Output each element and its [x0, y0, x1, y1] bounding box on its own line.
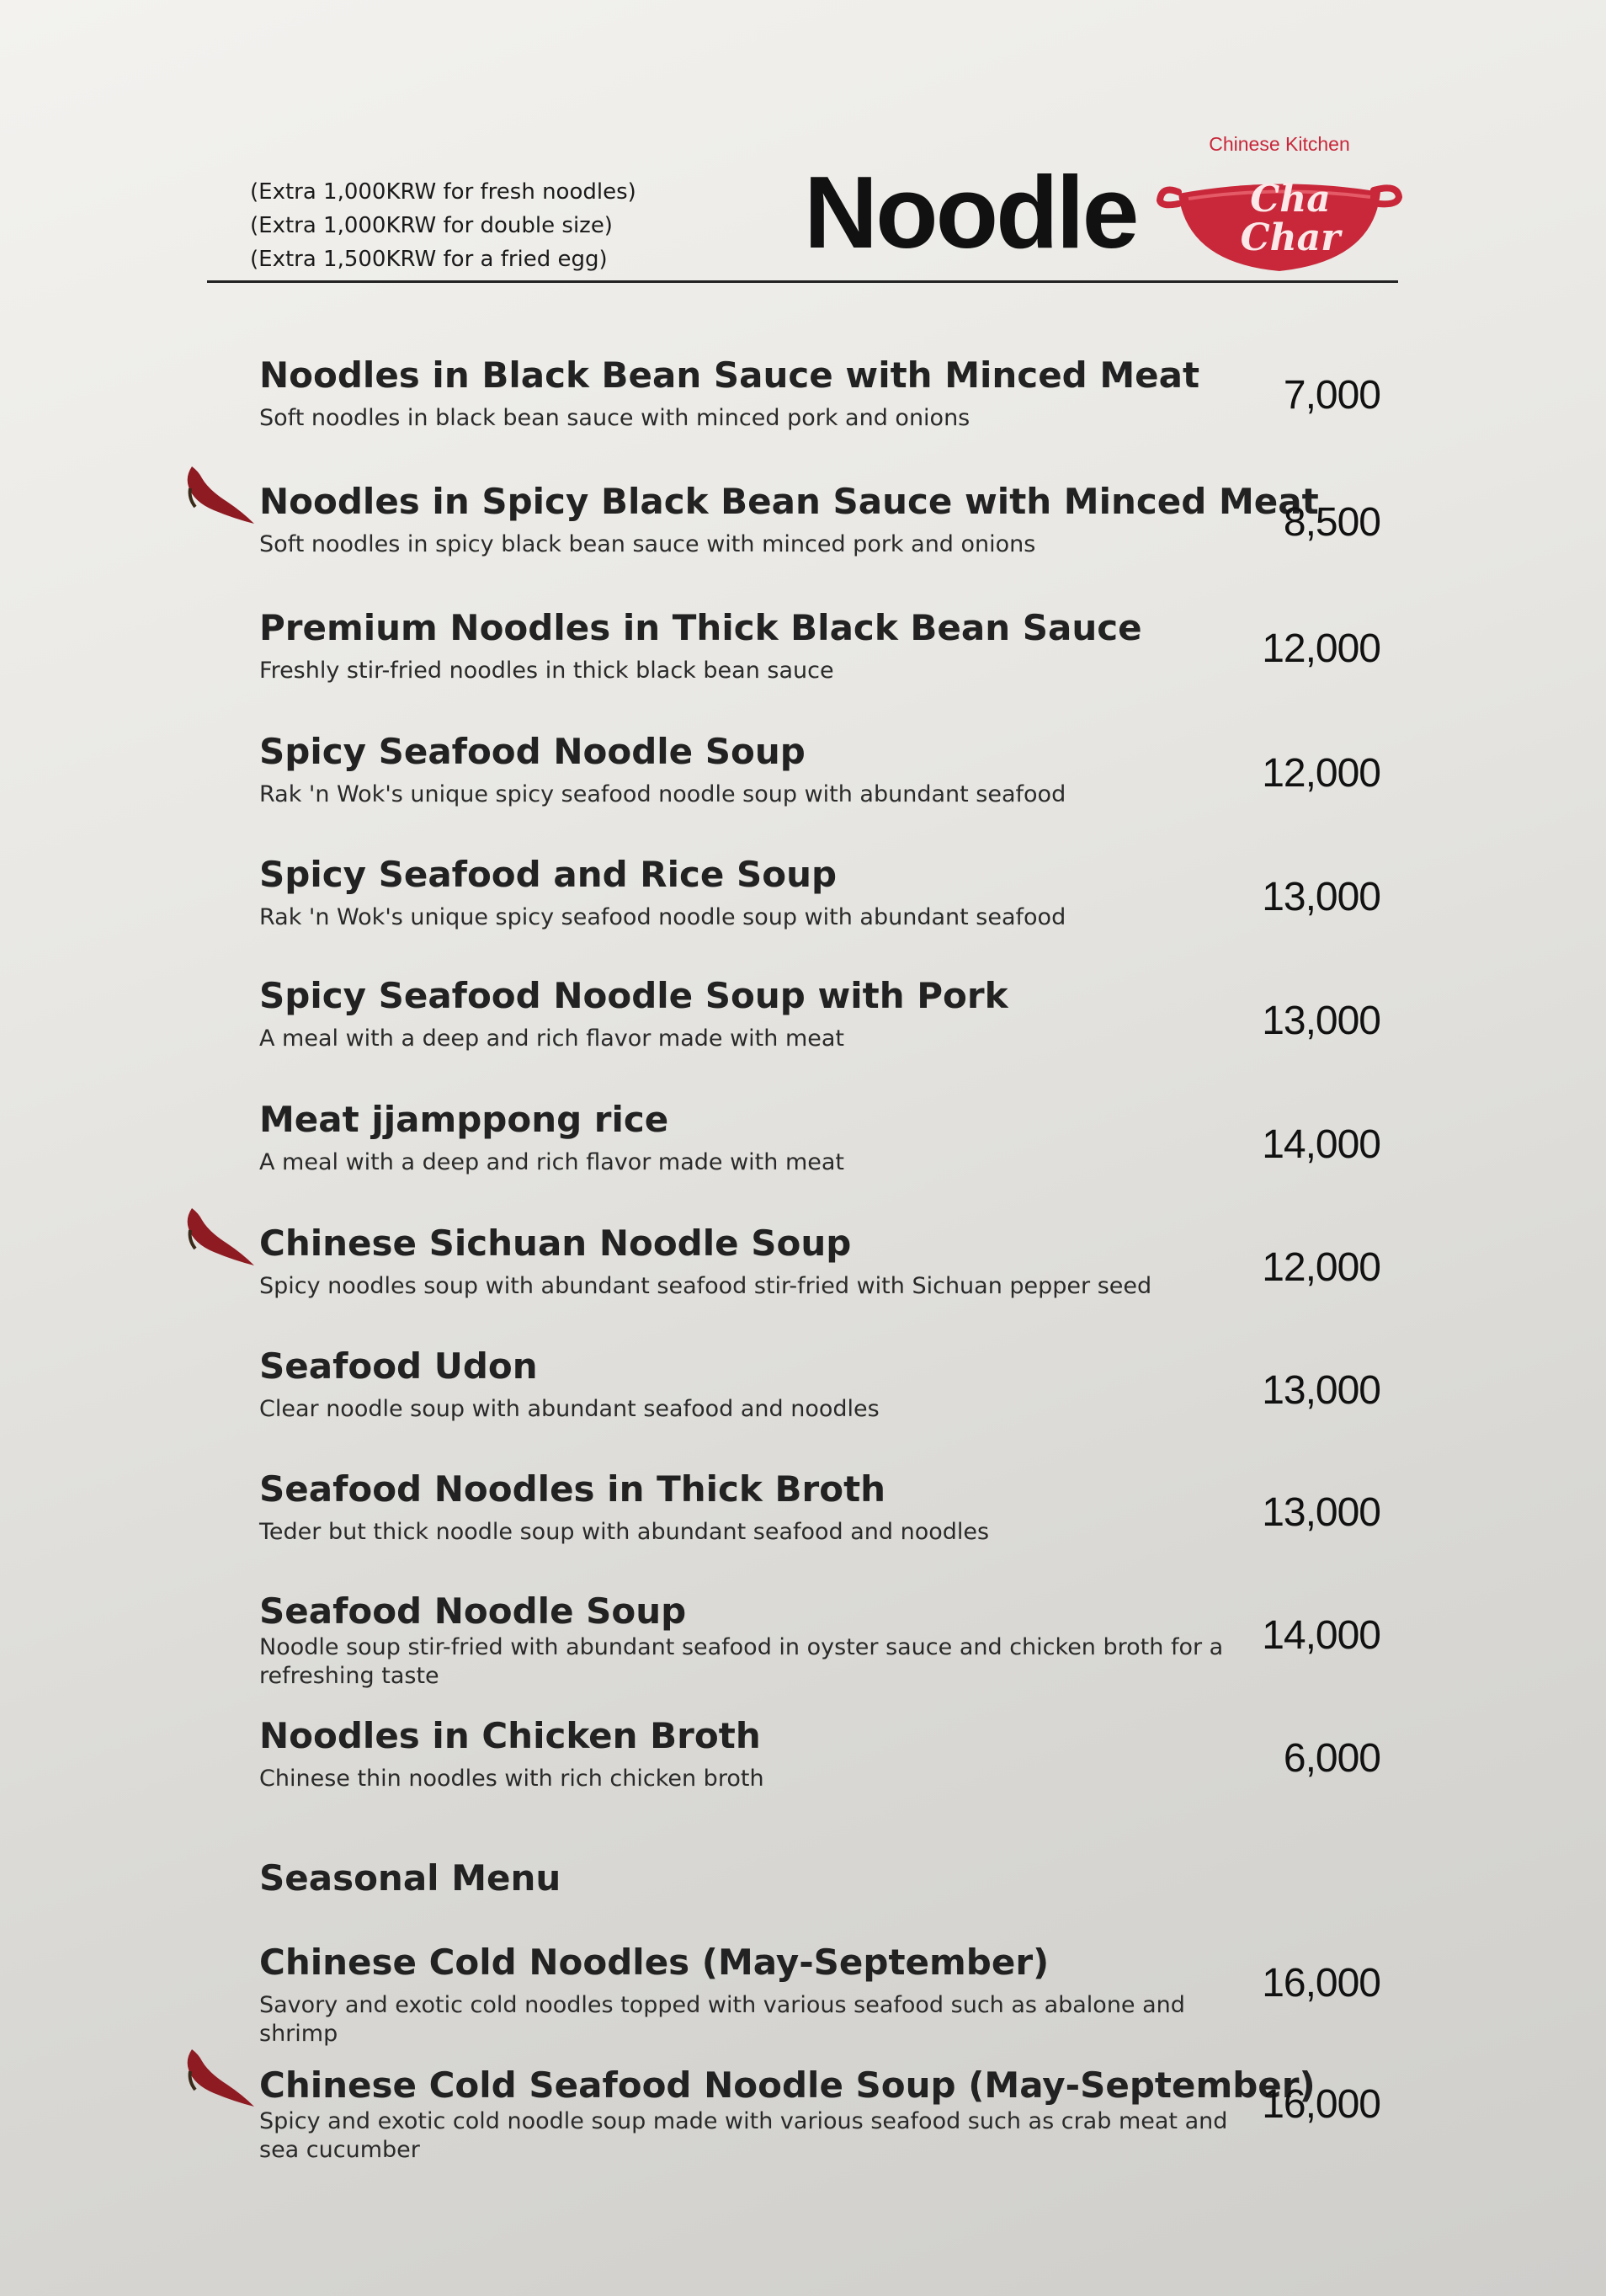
item-price: 16,000	[1262, 2082, 1380, 2127]
item-name: Chinese Sichuan Noodle Soup	[259, 1223, 852, 1264]
item-name: Seafood Noodles in Thick Broth	[259, 1468, 886, 1510]
seasonal-menu-heading: Seasonal Menu	[259, 1857, 561, 1899]
item-name: Meat jjamppong rice	[259, 1099, 669, 1140]
item-description: Clear noodle soup with abundant seafood and noodles	[259, 1396, 880, 1422]
item-description: Soft noodles in spicy black bean sauce with minced pork and onions	[259, 531, 1036, 557]
item-price: 13,000	[1262, 875, 1380, 919]
item-description: A meal with a deep and rich flavor made with meat	[259, 1149, 845, 1175]
item-name: Chinese Cold Seafood Noodle Soup (May-September)	[259, 2064, 1316, 2106]
item-description: Rak 'n Wok's unique spicy seafood noodle soup with abundant seafood	[259, 781, 1066, 807]
logo-word-char: Char	[1240, 216, 1341, 259]
item-price: 12,000	[1262, 626, 1380, 671]
item-description: Soft noodles in black bean sauce with minced pork and onions	[259, 405, 971, 431]
item-description: Savory and exotic cold noodles topped with various seafood such as abalone and shrimp	[259, 1992, 1185, 2047]
item-description: Rak 'n Wok's unique spicy seafood noodle soup with abundant seafood	[259, 904, 1066, 930]
item-description: Spicy noodles soup with abundant seafood stir-fried with Sichuan pepper seed	[259, 1273, 1152, 1299]
chili-pepper-icon	[180, 463, 258, 534]
item-name: Spicy Seafood Noodle Soup	[259, 731, 806, 772]
item-name: Noodles in Chicken Broth	[259, 1715, 761, 1756]
item-price: 8,500	[1283, 500, 1380, 545]
item-price: 14,000	[1262, 1122, 1380, 1167]
chili-pepper-icon	[180, 1205, 258, 1276]
item-price: 13,000	[1262, 1490, 1380, 1535]
item-price: 12,000	[1262, 751, 1380, 796]
item-price: 13,000	[1262, 1368, 1380, 1413]
item-price: 12,000	[1262, 1245, 1380, 1290]
item-name: Seafood Udon	[259, 1345, 538, 1387]
chili-pepper-icon	[180, 2046, 258, 2117]
note-double-size: (Extra 1,000KRW for double size)	[250, 213, 613, 238]
item-name: Noodles in Black Bean Sauce with Minced Meat	[259, 354, 1200, 396]
item-price: 16,000	[1262, 1961, 1380, 2006]
item-price: 7,000	[1283, 373, 1380, 418]
item-description: Spicy and exotic cold noodle soup made with various seafood such as crab meat and sea cucumber	[259, 2108, 1228, 2163]
note-fried-egg: (Extra 1,500KRW for a fried egg)	[250, 247, 608, 272]
item-name: Seafood Noodle Soup	[259, 1590, 687, 1632]
item-name: Spicy Seafood Noodle Soup with Pork	[259, 975, 1008, 1016]
item-name: Spicy Seafood and Rice Soup	[259, 854, 838, 895]
item-description: Freshly stir-fried noodles in thick black bean sauce	[259, 658, 834, 684]
item-description: A meal with a deep and rich flavor made with meat	[259, 1025, 845, 1052]
note-fresh-noodles: (Extra 1,000KRW for fresh noodles)	[250, 179, 636, 205]
page-title: Noodle	[804, 155, 1137, 269]
extra-charges-notes	[250, 175, 636, 276]
logo-word-cha: Cha	[1250, 178, 1331, 221]
item-description: Chinese thin noodles with rich chicken broth	[259, 1766, 764, 1792]
item-price: 14,000	[1262, 1613, 1380, 1658]
item-description: Noodle soup stir-fried with abundant seafood in oyster sauce and chicken broth for a refreshing taste	[259, 1634, 1224, 1689]
header-divider	[207, 280, 1398, 283]
restaurant-logo	[1153, 133, 1406, 285]
item-name: Chinese Cold Noodles (May-September)	[259, 1942, 1050, 1983]
item-description: Teder but thick noodle soup with abundant seafood and noodles	[259, 1519, 990, 1545]
item-name: Premium Noodles in Thick Black Bean Sauce	[259, 607, 1142, 648]
item-price: 13,000	[1262, 999, 1380, 1043]
logo-tagline: Chinese Kitchen	[1209, 133, 1350, 155]
item-name: Noodles in Spicy Black Bean Sauce with Minced Meat	[259, 481, 1319, 522]
item-price: 6,000	[1283, 1736, 1380, 1781]
